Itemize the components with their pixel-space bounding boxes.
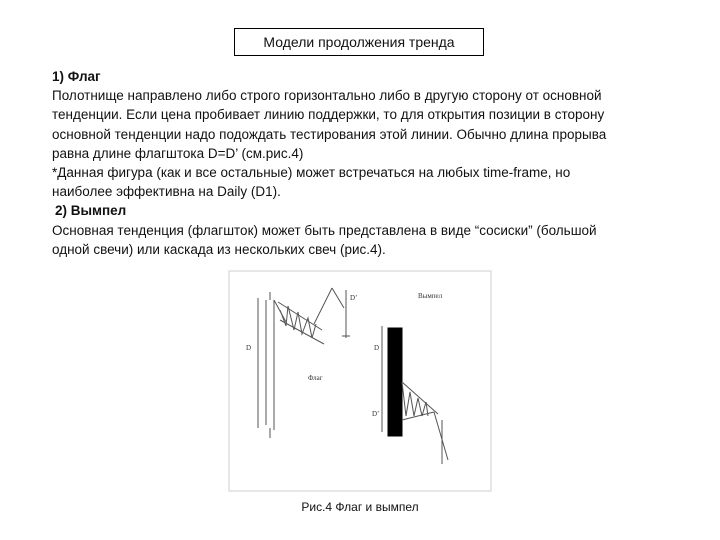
text-line: тенденции. Если цена пробивает линию поддержки, то для открытия позиции в сторону [52, 107, 605, 123]
text-line: наиболее эффективна на Daily (D1). [52, 184, 281, 200]
label-flag-name: Флаг [308, 374, 323, 382]
text-line: равна длине флагштока D=D’ (см.рис.4) [52, 145, 304, 161]
page-title-text: Модели продолжения тренда [263, 34, 455, 50]
body-text [52, 67, 672, 259]
label-dprime-pennant: D’ [372, 410, 380, 418]
section-heading-flag: 1) Флаг [52, 69, 101, 84]
label-dprime-flag: D’ [350, 294, 358, 302]
page-title [234, 28, 484, 56]
text-line: одной свечи) или каскада из нескольких свеч (рис.4). [52, 241, 386, 257]
text-line: основной тенденции надо подождать тестирования этой линии. Обычно длина прорыва [52, 126, 607, 142]
label-d-pennant: D [374, 344, 380, 352]
figure-drawing [228, 270, 492, 492]
text-line: Основная тенденция (флагшток) может быть представлена в виде “сосиски” (большой [52, 222, 597, 238]
label-d-flag: D [246, 344, 252, 352]
figure-caption: Рис.4 Флаг и вымпел [301, 500, 419, 514]
figure-frame [229, 271, 491, 491]
text-line: Полотнище направлено либо строго горизонтально либо в другую сторону от основной [52, 88, 602, 104]
figure-flag-pennant [228, 270, 492, 492]
label-pennant-name: Вымпел [418, 292, 443, 300]
text-line: *Данная фигура (как и все остальные) может встречаться на любых time-frame, но [52, 165, 571, 181]
section-heading-pennant: 2) Вымпел [55, 203, 127, 219]
